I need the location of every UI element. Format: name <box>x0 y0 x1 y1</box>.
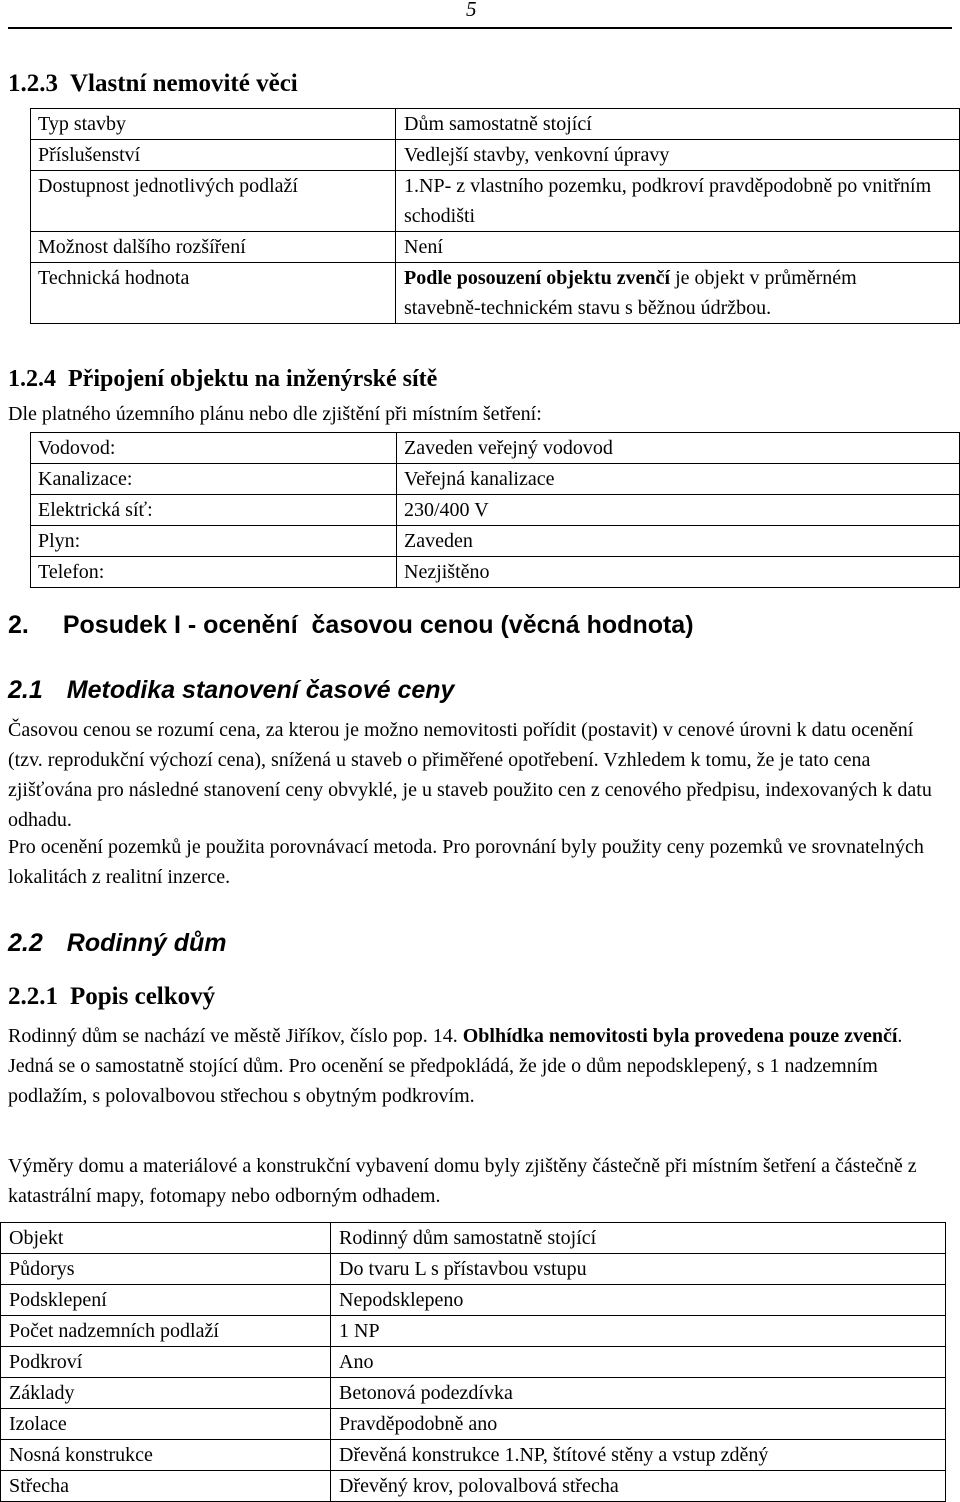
row-label: Možnost dalšího rozšíření <box>31 232 396 263</box>
page-number: 5 <box>466 0 477 21</box>
row-value-rest: je objekt v průměrném stavebně-technickém stavu s běžnou údržbou. <box>404 267 857 319</box>
row-value: Do tvaru L s přístavbou vstupu <box>331 1254 946 1285</box>
row-label: Počet nadzemních podlaží <box>1 1316 331 1347</box>
section-number: 1.2.3 <box>8 70 58 97</box>
section-title: Vlastní nemovité věci <box>70 70 298 97</box>
row-label: Typ stavby <box>31 109 396 140</box>
measurement-paragraph: Výměry domu a materiálové a konstrukční vybavení domu byly zjištěny částečně při místním šetření a částečně z katastrální mapy, fotomapy nebo odborným odhadem. <box>8 1155 917 1207</box>
row-value: Nezjištěno <box>397 557 960 588</box>
row-value: Nepodsklepeno <box>331 1285 946 1316</box>
row-label: Dostupnost jednotlivých podlaží <box>31 171 396 232</box>
table-row <box>1 1409 946 1440</box>
description-text: Rodinný dům se nachází ve městě Jiříkov, číslo pop. 14. <box>8 1025 463 1047</box>
row-value: Dřevěná konstrukce 1.NP, štítové stěny a vstup zděný <box>331 1440 946 1471</box>
utilities-table <box>30 432 960 588</box>
row-label: Technická hodnota <box>31 263 396 324</box>
row-label: Podsklepení <box>1 1285 331 1316</box>
section-title: Rodinný dům <box>66 929 227 957</box>
table-row <box>1 1378 946 1409</box>
row-label: Elektrická síť: <box>31 495 397 526</box>
row-value: 1 NP <box>331 1316 946 1347</box>
table-row <box>1 1347 946 1378</box>
row-value: Dřevěný krov, polovalbová střecha <box>331 1471 946 1502</box>
table-row <box>31 109 960 140</box>
table-row <box>31 433 960 464</box>
row-label: Telefon: <box>31 557 397 588</box>
row-label: Půdorys <box>1 1254 331 1285</box>
section-number: 1.2.4 <box>8 366 56 392</box>
table-row <box>1 1285 946 1316</box>
row-value: Betonová podezdívka <box>331 1378 946 1409</box>
section-number: 2. <box>8 611 29 639</box>
section-1-2-3-heading <box>8 70 298 98</box>
row-value: Není <box>396 232 960 263</box>
row-label: Objekt <box>1 1223 331 1254</box>
row-value: Rodinný dům samostatně stojící <box>331 1223 946 1254</box>
table-row <box>31 495 960 526</box>
row-label: Nosná konstrukce <box>1 1440 331 1471</box>
table-row <box>31 263 960 324</box>
methodology-paragraph: Časovou cenou se rozumí cena, za kterou je možno nemovitosti pořídit (postavit) v cenové úrovni k datu ocenění (tzv. reprodukční výchozí cena), snížená u staveb o přiměřené opotřebení. Vzhledem k tomu, že je tato cena zjišťována pro následné stanovení ceny obvyklé, je u staveb použito cen z cenového předpisu, indexovaných k datu odhadu. <box>8 719 932 831</box>
section-2-2-1-heading <box>8 983 215 1011</box>
row-label: Plyn: <box>31 526 397 557</box>
property-table <box>30 108 960 324</box>
row-label: Podkroví <box>1 1347 331 1378</box>
table-row <box>31 140 960 171</box>
section-2-1-heading <box>8 676 454 705</box>
land-valuation-paragraph: Pro ocenění pozemků je použita porovnávací metoda. Pro porovnání byly použity ceny pozemků ve srovnatelných lokalitách z realitní inzerce. <box>8 836 924 888</box>
row-label: Základy <box>1 1378 331 1409</box>
table-row <box>31 232 960 263</box>
description-bold: Oblhídka nemovitosti byla provedena pouze zvenčí <box>462 1025 898 1047</box>
description-text: . Jedná se o samostatně stojící dům. Pro ocenění se předpokládá, že jde o dům nepodsklepený, s 1 nadzemním podlažím, s polovalbovou střechou s obytným podkrovím. <box>8 1025 903 1107</box>
table-row <box>31 464 960 495</box>
section-2-heading <box>8 611 694 640</box>
header-rule <box>8 27 952 29</box>
row-label: Příslušenství <box>31 140 396 171</box>
table-row <box>1 1440 946 1471</box>
row-value: Zaveden veřejný vodovod <box>397 433 960 464</box>
section-title: Metodika stanovení časové ceny <box>66 676 455 704</box>
row-value-bold: Podle posouzení objektu zvenčí <box>404 267 671 289</box>
table-row <box>1 1254 946 1285</box>
table-row <box>31 526 960 557</box>
section-number: 2.1 <box>8 676 43 704</box>
description-paragraph <box>8 1021 952 1111</box>
row-label: Vodovod: <box>31 433 397 464</box>
row-value: 230/400 V <box>397 495 960 526</box>
row-value: Vedlejší stavby, venkovní úpravy <box>396 140 960 171</box>
section-number: 2.2.1 <box>8 983 58 1010</box>
row-value: 1.NP- z vlastního pozemku, podkroví pravděpodobně po vnitřním schodišti <box>396 171 960 232</box>
row-label: Střecha <box>1 1471 331 1502</box>
table-row <box>1 1223 946 1254</box>
utilities-intro: Dle platného územního plánu nebo dle zjištění při místním šetření: <box>8 403 542 425</box>
section-1-2-4-heading <box>8 366 437 393</box>
section-2-2-heading <box>8 929 226 958</box>
row-value: Zaveden <box>397 526 960 557</box>
row-value: Veřejná kanalizace <box>397 464 960 495</box>
row-value <box>396 263 960 324</box>
section-title: Posudek I - ocenění časovou cenou (věcná hodnota) <box>62 611 694 639</box>
table-row <box>1 1471 946 1502</box>
section-title: Připojení objektu na inženýrské sítě <box>68 366 438 392</box>
table-row <box>1 1316 946 1347</box>
table-row <box>31 557 960 588</box>
house-specs-table <box>0 1222 946 1502</box>
section-title: Popis celkový <box>70 983 216 1010</box>
section-number: 2.2 <box>8 929 43 957</box>
row-label: Izolace <box>1 1409 331 1440</box>
row-value: Ano <box>331 1347 946 1378</box>
table-row <box>31 171 960 232</box>
row-value: Dům samostatně stojící <box>396 109 960 140</box>
row-label: Kanalizace: <box>31 464 397 495</box>
row-value: Pravděpodobně ano <box>331 1409 946 1440</box>
